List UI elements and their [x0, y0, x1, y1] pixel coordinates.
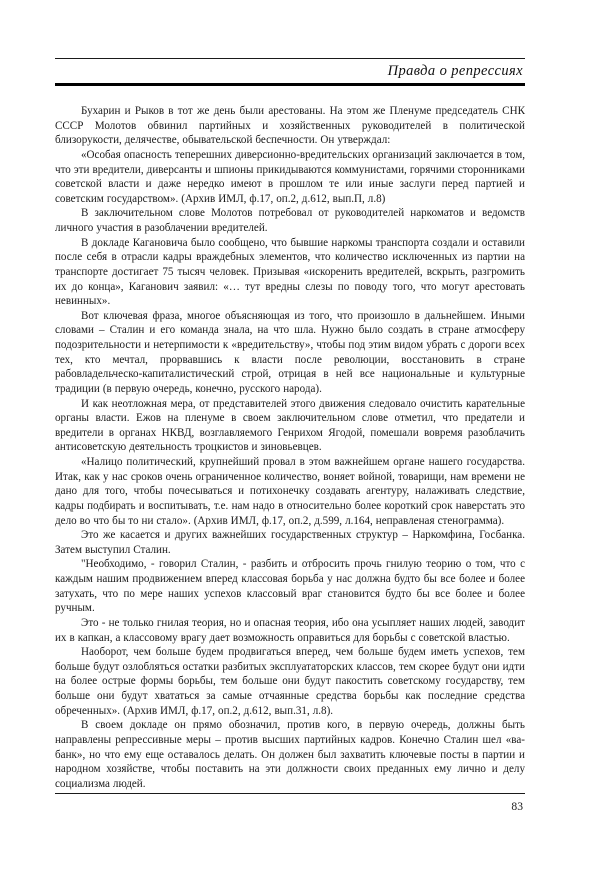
- running-head: [55, 58, 525, 86]
- running-head-title: Правда о репрессиях: [387, 63, 523, 79]
- paragraph: «Особая опасность теперешних диверсионно-вредительских организаций заключается в том, что эти вредители, диверсанты и шпионы прикидываются коммунистами, горячими сторонниками советской власти и даже нередко имеют в прошлом те или иные заслуги перед партией и советским государством». (Архив ИМЛ, ф.17, оп.2, д.612, вып.П, л.8): [55, 148, 525, 205]
- paragraph: Наоборот, чем больше будем продвигаться вперед, чем больше будем иметь успехов, тем больше будут озлобляться остатки разбитых эксплуататорских классов, тем скорее будут они идти на более острые формы борьбы, тем больше они будут пакостить советскому государству, тем больше они будут хвататься за самые отчаянные средства борьбы как последние средства обреченных». (Архив ИМЛ, ф.17, оп.2, д.612, вып.31, л.8).: [55, 646, 525, 717]
- body-text-column: [55, 104, 525, 791]
- running-head-bottom-rule: [55, 83, 525, 86]
- paragraph: В своем докладе он прямо обозначил, против кого, в первую очередь, должны быть направлены репрессивные меры – против высших партийных кадров. Конечно Сталин шел «ва-банк», но что ему еще оставалось делать. Он должен был захватить ключевые посты в партии и народном хозяйстве, чтобы поставить на эти должности своих преданных ему лично и делу социализма людей.: [55, 719, 525, 790]
- page-footer: [55, 793, 525, 814]
- paragraph: «Налицо политический, крупнейший провал в этом важнейшем органе нашего государства. Итак, как у нас сроков очень ограниченное количество, воняет войной, товарищи, нам времени не дано для того, чтобы почесываться и потихонечку создавать агентуру, налаживать следствие, кадры подбирать и воспитывать, т.е. нам надо в относительно более короткий срок наверстать это дело во что бы то ни стало». (Архив ИМЛ, ф.17, оп.2, д.599, л.164, неправленая стенограмма).: [55, 456, 525, 527]
- paragraph: Вот ключевая фраза, многое объясняющая из того, что произошло в дальнейшем. Иными словами – Сталин и его команда знала, на что шла. Нужно было создать в стране атмосферу подозрительности и нетерпимости к «вредительству», чтобы под этим видом убрать с дороги всех тех, кто мечтал, прорвавшись к власти после революции, восстановить в стране рабовладельческо-капиталистический строй, отрицая в ней все национальные и культурные традиции (в первую очередь, конечно, русского народа).: [55, 309, 525, 395]
- paragraph: Это же касается и других важнейших государственных структур – Наркомфина, Госбанка. Затем выступил Сталин.: [55, 529, 525, 556]
- paragraph: В докладе Кагановича было сообщено, что бывшие наркомы транспорта создали и оставили после себя в отрасли кадры враждебных элементов, что количество исключенных из партии на транспорте достигает 75 тысяч человек. Призывая «искоренить вредителей, вскрыть, разгромить их до конца», Каганович заявил: «… тут вредны слезы по поводу того, что могут арестовать невинных».: [55, 236, 525, 308]
- paragraph: Бухарин и Рыков в тот же день были арестованы. На этом же Пленуме председатель СНК СССР Молотов обвинил партийных и хозяйственных руководителей в политической близорукости, делячестве, обывательской беспечности. Он утверждал:: [55, 105, 525, 147]
- paragraph: В заключительном слове Молотов потребовал от руководителей наркоматов и ведомств личного участия в разоблачении вредителей.: [55, 207, 525, 234]
- paragraph: Это - не только гнилая теория, но и опасная теория, ибо она усыпляет наших людей, заводит их в капкан, а классовому врагу дает возможность оправиться для борьбы с советской властью.: [55, 616, 525, 644]
- paragraph: "Необходимо, - говорил Сталин, - разбить и отбросить прочь гнилую теорию о том, что с каждым нашим продвижением вперед классовая борьба у нас должна будто бы все более и более затухать, что по мере наших успехов классовый враг становится будто бы все более и более ручным.: [55, 558, 525, 615]
- paragraph: И как неотложная мера, от представителей этого движения следовало очистить карательные органы власти. Ежов на пленуме в своем заключительном слове отметил, что предатели и вредители в органах НКВД, возглавляемого Генрихом Ягодой, помешали вовремя разоблачить антисоветскую деятельность троцкистов и зиновьевцев.: [55, 397, 525, 454]
- page-number: 83: [511, 800, 523, 813]
